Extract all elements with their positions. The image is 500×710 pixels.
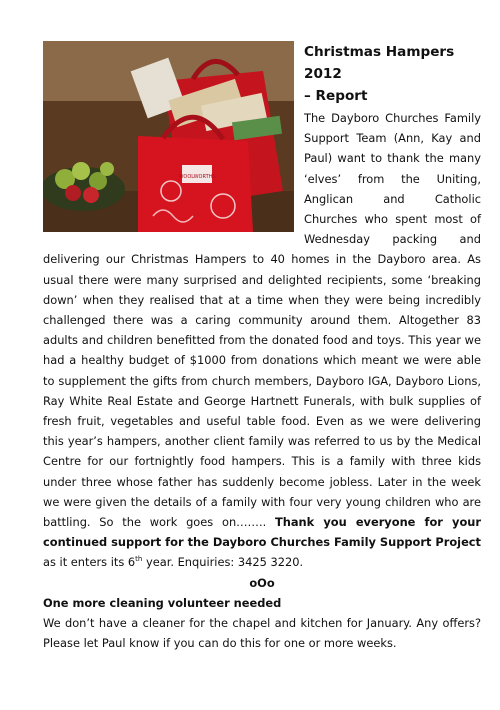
article bbox=[43, 41, 481, 653]
thanks-bold-text: Thank you everyone for your continued support for the Dayboro Churches Family Support Project bbox=[43, 515, 481, 550]
notice-heading: One more cleaning volunteer needed bbox=[43, 595, 282, 610]
article-title-line-1: Christmas Hampers 2012 bbox=[304, 44, 455, 82]
article-body-text: The Dayboro Churches Family Support Team (Ann, Kay and Paul) want to thank the many ‘elves’ from the Uniting, Anglican and Catholic Churches who spent most of Wednesday packing and delivering our Christmas Hampers to 40 homes in the Dayboro area. As usual there were many surprised and delighted recipients, some ‘breaking down’ when they realised that at a time when they were being incredibly challenged there was a caring community around them. Altogether 83 adults and children benefitted from the donated food and toys. This year we had a healthy budget of $1000 from donations which meant we were able to supplement the gifts from church members, Dayboro IGA, Dayboro Lions, Ray White Real Estate and George Hartnett Funerals, with bulk supplies of fresh fruit, vegetables and useful table food. Even as we were delivering this year’s hampers, another client family was referred to us by the Medical Centre for our fortnightly food hampers. This is a family with three kids under three whose father has suddenly become jobless. Later in the week we were given the details of a family with four very young children who are battling. So the work goes on…….. bbox=[43, 111, 481, 530]
hamper-photo bbox=[43, 41, 294, 232]
year-number: 6 bbox=[127, 555, 136, 570]
year-suffix: th bbox=[135, 555, 143, 564]
notice-text: We don’t have a cleaner for the chapel and kitchen for January. Any offers? Please let Paul know if you can do this for one or more weeks. bbox=[43, 615, 481, 650]
enquiries-text: year. Enquiries: 3425 3220. bbox=[145, 555, 304, 570]
article-title-line-2: – Report bbox=[304, 88, 368, 104]
bag-brand-label: WOOLWORTHS bbox=[178, 174, 216, 180]
section-separator: oOo bbox=[249, 575, 275, 590]
hamper-illustration bbox=[43, 41, 294, 232]
after-thanks-text: as it enters its bbox=[43, 555, 125, 570]
